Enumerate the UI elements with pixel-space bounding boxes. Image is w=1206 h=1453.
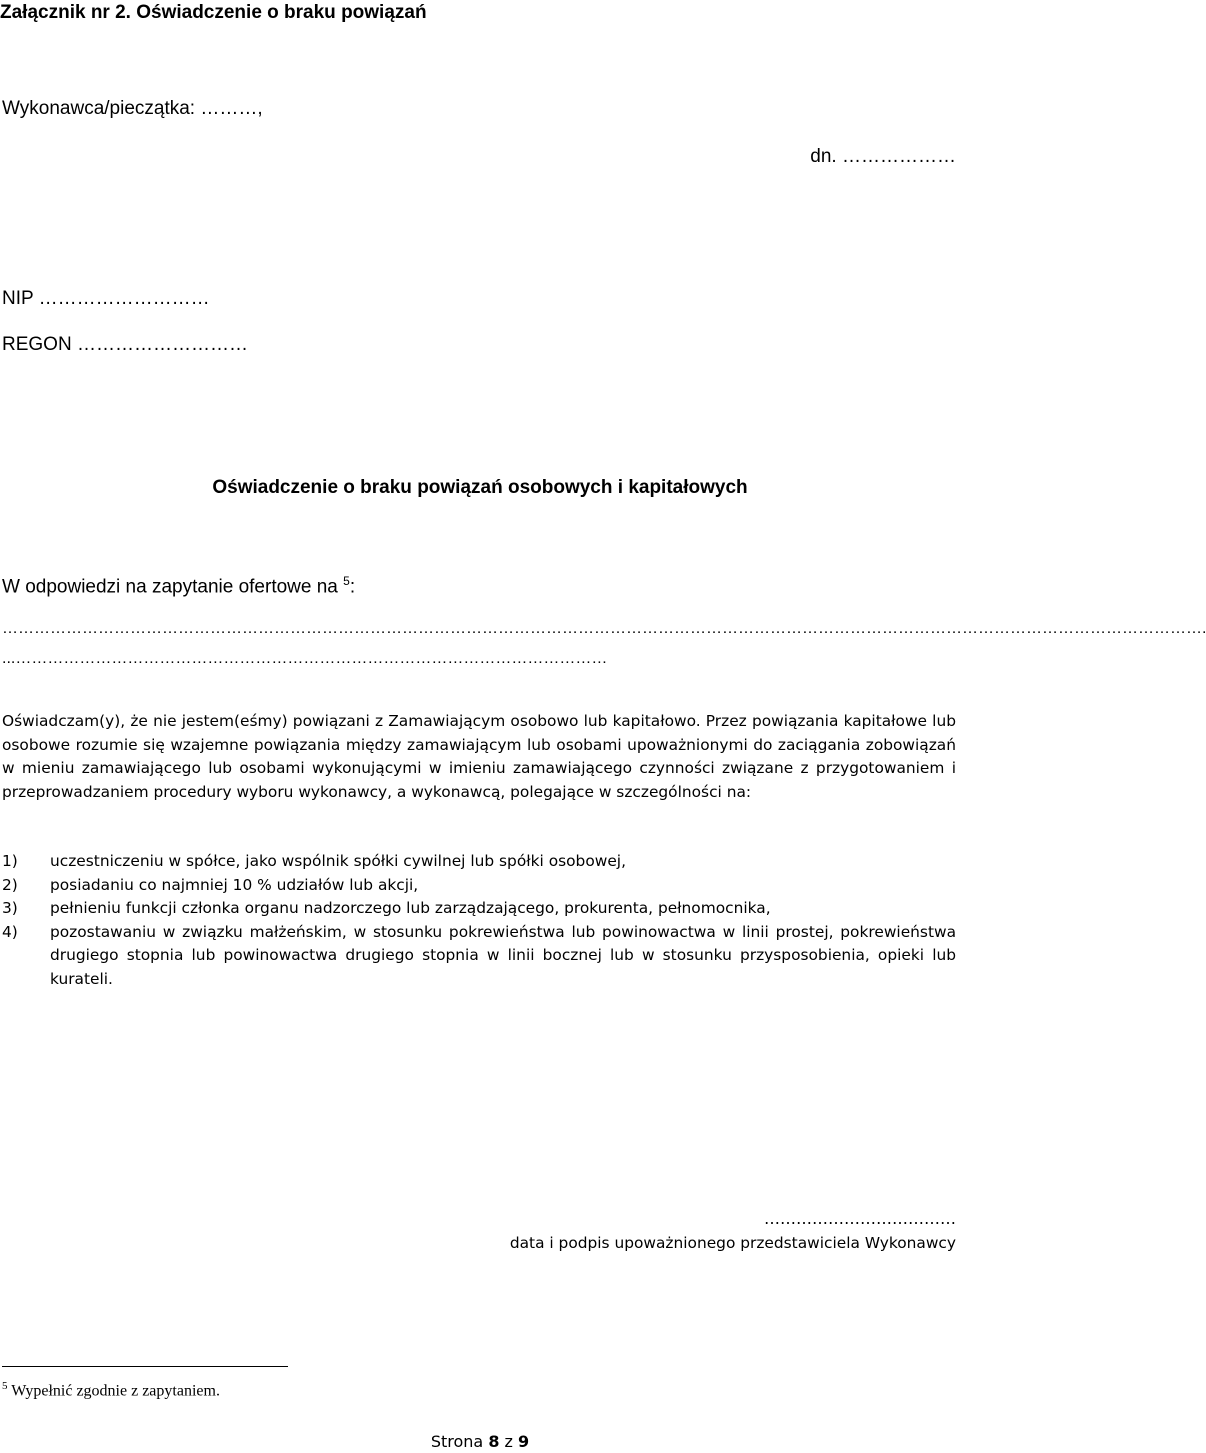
fill-in-dots-line-1: ………………………………………………………………………………………………………………………………………………………………………………………………………. [2,620,1206,637]
list-item-number: 3) [2,899,18,917]
declaration-title: Oświadczenie o braku powiązań osobowych i kapitałowych [212,477,748,498]
list-item-text: uczestniczeniu w spółce, jako wspólnik spółki cywilnej lub spółki osobowej, [50,852,626,870]
footnote-text: Wypełnić zgodnie z zapytaniem. [7,1382,220,1400]
list-item-number: 2) [2,875,18,894]
list-item [2,874,956,898]
page-separator: z [499,1432,519,1451]
footnote-number: 5 [2,1380,8,1392]
regon-field: REGON ……………………… [2,334,248,355]
list-item [2,921,956,992]
document-header-title: Załącznik nr 2. Oświadczenie o braku powiązań [0,2,427,23]
page-current: 8 [488,1432,500,1451]
list-item [2,897,956,921]
fill-in-dots-line-2: ...………………………………………………………………………………………………… [2,650,608,667]
list-item-text: posiadaniu co najmniej 10 % udziałów lub akcji, [50,875,419,894]
signature-label: data i podpis upoważnionego przedstawiciela Wykonawcy [509,1234,956,1252]
footnote-separator [2,1366,288,1367]
reply-text: W odpowiedzi na zapytanie ofertowe na [2,576,338,598]
list-item-text: pełnieniu funkcji członka organu nadzorczego lub zarządzającego, prokurenta, pełnomocnika, [50,899,771,917]
reply-line [2,574,355,598]
contractor-stamp-field: Wykonawca/pieczątka: ………, [2,98,263,119]
list-item [2,850,956,874]
declaration-body: Oświadczam(y), że nie jestem(eśmy) powiązani z Zamawiającym osobowo lub kapitałowo. Przez powiązania kapitałowe lub osobowe rozumie się wzajemne powiązania między zamawiającym lub osobami upoważnionymi do zaciągania zobowiązań w mieniu zamawiającego lub osobami wykonującymi w imieniu zamawiającego czynności związane z przygotowaniem i przeprowadzaniem procedury wyboru wykonawcy, a wykonawcą, polegające w szczególności na: [2,712,956,801]
date-field: dn. ……………… [810,146,956,167]
nip-field: NIP ……………………… [2,288,210,309]
signature-dots: ……………………………… [764,1209,956,1228]
page-number [0,1432,960,1451]
reply-colon: : [349,576,356,598]
page-prefix: Strona [430,1432,489,1451]
list-item-number: 4) [2,922,18,941]
page-total: 9 [518,1432,530,1451]
footnote-reference: 5 [343,574,350,588]
footnote [2,1380,220,1400]
list-item-text: pozostawaniu w związku małżeńskim, w stosunku pokrewieństwa lub powinowactwa w linii prostej, pokrewieństwa drugiego stopnia lub powinowactwa drugiego stopnia w linii bocznej lub w stosunku przysposobienia, opieki lub kurateli. [50,922,956,988]
relations-list [2,850,956,991]
list-item-number: 1) [2,852,18,870]
